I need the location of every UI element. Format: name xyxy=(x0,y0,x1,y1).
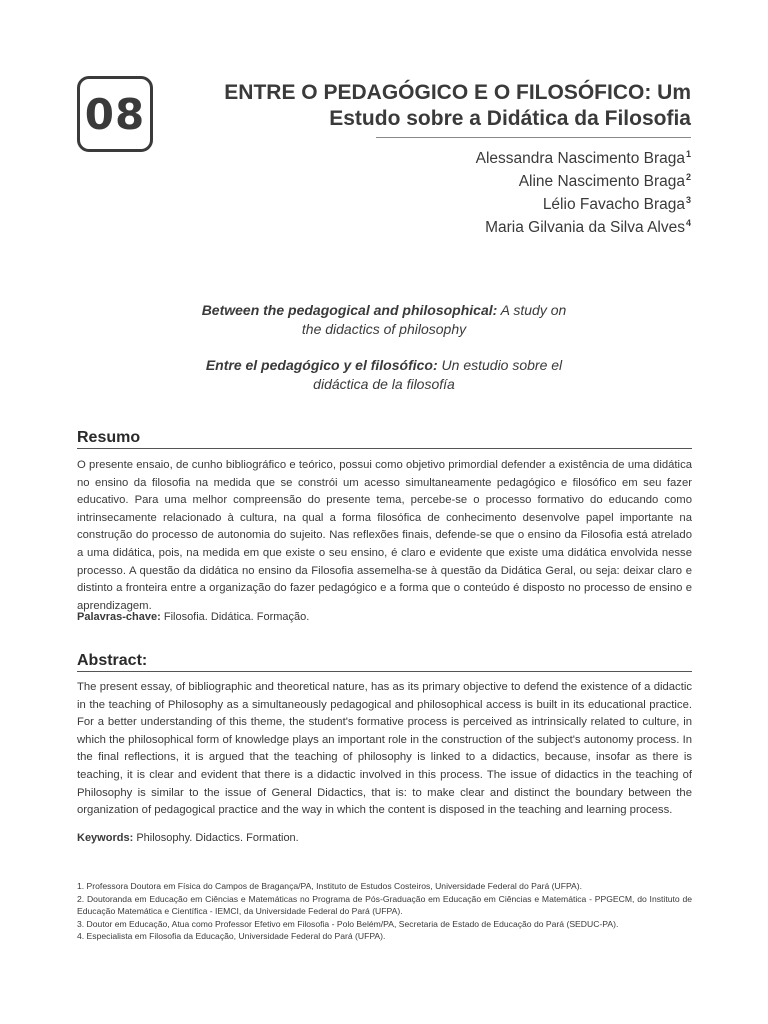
footnote: 4. Especialista em Filosofia da Educação, Universidade Federal do Pará (UFPA). xyxy=(77,931,386,942)
author-note-ref: 1 xyxy=(685,149,691,159)
abstract-text: The present essay, of bibliographic and theoretical nature, has as its primary objective to defend the existence of a didactic in the teaching of Philosophy as a simultaneously pedagogical and philosophical access is built in its educational practice. For a better understanding of this theme, the student's formative process is perceived as intrinsically related to culture, in which the philosophical form of knowledge plays an important role in the construction of the subject's autonomy process. In the final reflections, it is argued that the teaching of philosophy is linked to a didactics, because, insofar as there is teaching, it is clear and evident that there is a didactic involved in this process. The issue of didactics in the teaching of Philosophy is similar to the issue of General Didactics, that is: to make clear and distinct the boundary between the organization of pedagogical practice and the way in which the content is disposed in the teaching and learning process. xyxy=(77,681,692,817)
chapter-number-badge xyxy=(77,76,153,152)
resumo-text: O presente ensaio, de cunho bibliográfico e teórico, possui como objetivo primordial defender a existência de uma didática no ensino da filosofia na medida que se constrói um acesso simultaneamente pedagógico e filosófico em seu fazer educativo. Para uma melhor compreensão do presente tema, percebe-se o processo formativo do educando como intrinsecamente relacionado à cultura, na qual a forma filosófica de conhecimento desenvolve papel importante na construção do processo de autonomia do sujeito. Nas reflexões finais, defende-se que o ensino da Filosofia está atrelado a uma didática, pois, na medida em que existe o seu ensino, é claro e evidente que existe uma didática envolvida nesse processo. A questão da didática no ensino da Filosofia assemelha-se à questão da Didática Geral, ou seja: deixar claro e distinto a fronteira entre a organização do fazer pedagógico e a forma que o conteúdo é disposto no processo de ensino e aprendizagem. xyxy=(77,459,692,612)
footnote: 1. Professora Doutora em Física do Campos de Bragança/PA, Instituto de Estudos Costeiros, Universidade Federal do Pará (UFPA). xyxy=(77,881,583,891)
english-title: Between the pedagogical and philosophical: A study on the didactics of philosophy xyxy=(201,302,567,337)
abstract-keywords: Keywords: Philosophy. Didactics. Formation. xyxy=(77,832,299,844)
chapter-number: 08 xyxy=(84,89,146,139)
title-line-2: Estudo sobre a Didática da Filosofia xyxy=(329,107,691,130)
author: Lélio Favacho Braga$^3$ xyxy=(542,195,691,214)
author-note-ref: 3 xyxy=(685,195,691,206)
author: Aline Nascimento Braga$^2$ xyxy=(518,172,691,191)
footnotes xyxy=(77,880,692,943)
abstract-heading: Abstract: xyxy=(77,652,692,672)
author: Maria Gilvania da Silva Alves$^4$ xyxy=(485,218,691,237)
resumo-keywords: Palavras-chave: Filosofia. Didática. Formação. xyxy=(77,611,310,623)
resumo-heading: Resumo xyxy=(77,429,692,449)
page-title xyxy=(191,80,691,132)
spanish-title: Entre el pedagógico y el filosófico: Un estudio sobre el didáctica de la filosofía xyxy=(205,357,563,392)
author-note-ref: 2 xyxy=(685,172,691,183)
footnote: 2. Doutoranda em Educação em Ciências e Matemáticas no Programa de Pós-Graduação em Educação em Ciências e Matemática - PPGECM, do Instituto de Educação Matemática e Científica - IEMCI, da Universidade Federal do Pará (UFPA). xyxy=(77,893,692,917)
author-note-ref: 4 xyxy=(685,218,691,229)
author: Alessandra Nascimento Braga$^1$ xyxy=(475,149,691,168)
title-divider xyxy=(376,137,691,138)
title-line-1: ENTRE O PEDAGÓGICO E O FILOSÓFICO: Um xyxy=(224,81,691,104)
footnote: 3. Doutor em Educação, Atua como Professor Efetivo em Filosofia - Polo Belém/PA, Secretaria de Estado de Educação do Pará (SEDUC-PA). xyxy=(77,918,619,929)
author-list xyxy=(291,145,691,238)
